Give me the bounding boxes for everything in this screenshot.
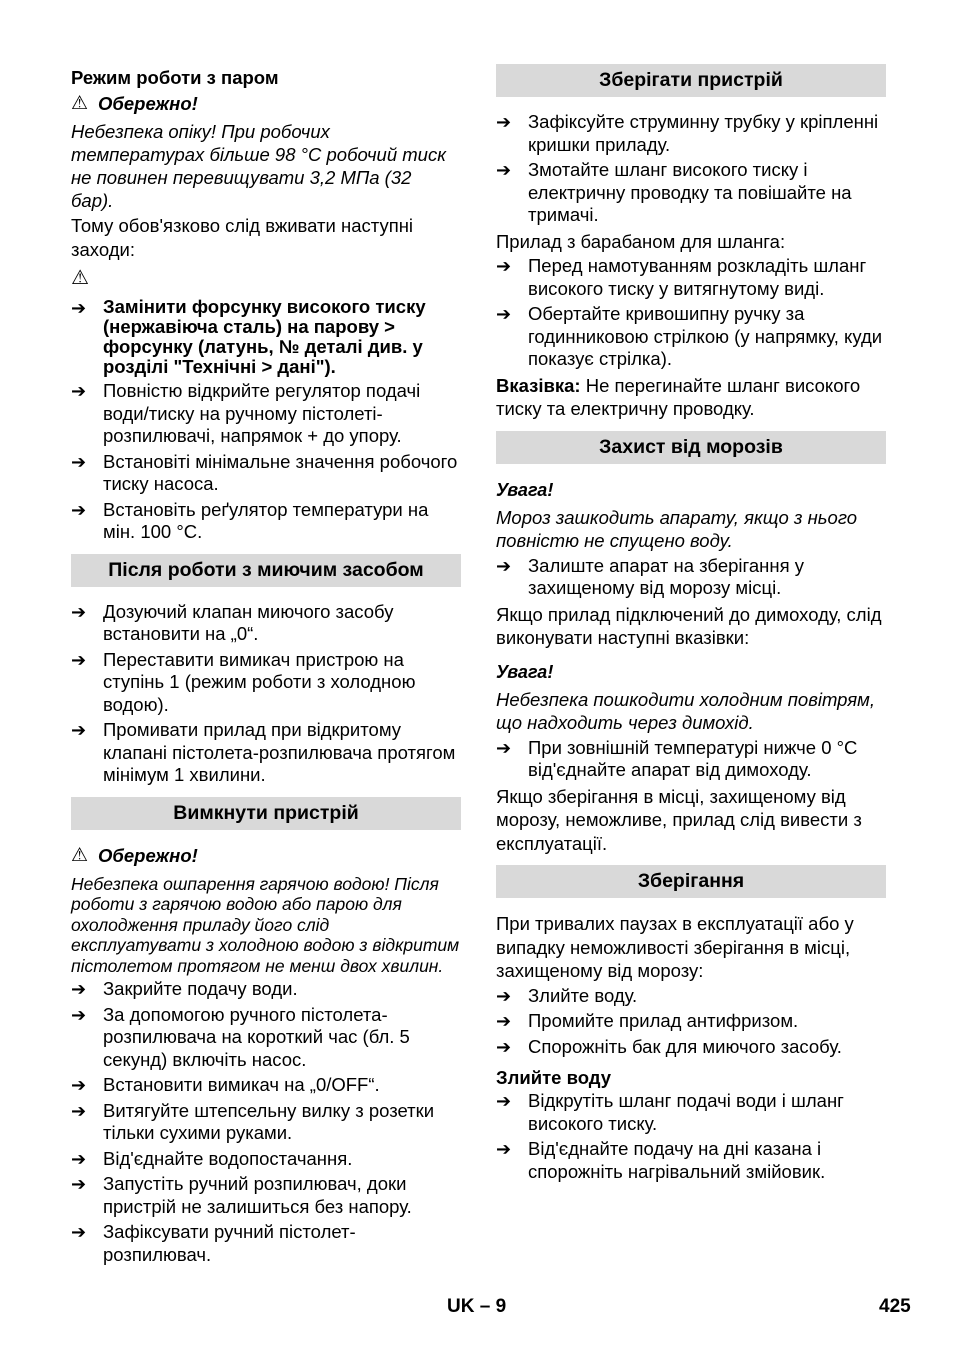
arrow-right-icon: ➔ [71, 1174, 87, 1194]
step-item [71, 1148, 461, 1171]
step-item [71, 978, 461, 1001]
arrow-right-icon: ➔ [71, 451, 87, 472]
right-column [496, 62, 886, 1186]
step-text: Від'єднайте подачу на дні казана і спорожніть нагрівальний змійовик. [528, 1138, 826, 1182]
step-text: Встановіть реґулятор температури на мін. 100 °C. [103, 498, 429, 542]
step-text: Спорожніть бак для миючого засобу. [528, 1035, 842, 1057]
step-item [496, 737, 886, 782]
step-item [71, 499, 461, 544]
arrow-right-icon: ➔ [71, 1222, 87, 1242]
arrow-right-icon: ➔ [496, 737, 512, 758]
drum-text: Прилад з барабаном для шланга: [496, 230, 786, 252]
arrow-right-icon: ➔ [496, 1091, 512, 1111]
arrow-right-icon: ➔ [71, 298, 87, 318]
step-item [71, 1004, 461, 1072]
steam-mode-heading: Режим роботи з паром [71, 67, 279, 88]
step-item [496, 111, 886, 156]
arrow-right-icon: ➔ [496, 112, 512, 132]
arrow-right-icon: ➔ [496, 304, 512, 324]
arrow-right-icon: ➔ [496, 1036, 512, 1057]
step-text: Перед намотуванням розкладіть шланг високого тиску у витягнутому виді. [528, 255, 867, 299]
step-text: Витягуйте штепсельну вилку з розетки тільки сухими руками. [103, 1099, 435, 1143]
step-text: Злийте воду. [528, 984, 638, 1006]
note-label: Вказівка: [496, 374, 581, 396]
arrow-right-icon: ➔ [496, 1011, 512, 1031]
warning-triangle-icon: ⚠ [71, 844, 89, 866]
section-heading-frost: Захист від морозів [496, 431, 886, 464]
storage-intro: При тривалих паузах в експлуатації або у випадку неможливості зберігання в місці, захищеному від морозу: [496, 913, 854, 981]
step-item [71, 1074, 461, 1097]
step-text: Змотайте шланг високого тиску і електричну проводку та повішайте на тримачі. [528, 159, 852, 225]
section-heading-shutdown: Вимкнути пристрій [71, 797, 461, 830]
drum-steps-list [496, 255, 886, 371]
step-item [71, 649, 461, 717]
after-detergent-steps-list [71, 601, 461, 787]
attention-label: Увага! [496, 661, 554, 682]
step-item [71, 719, 461, 787]
caution-line [71, 92, 461, 116]
arrow-right-icon: ➔ [496, 985, 512, 1006]
step-text: За допомогою ручного пістолета-розпилювача на короткий час (бл. 5 секунд) включіть насос. [103, 1003, 410, 1070]
arrow-right-icon: ➔ [71, 649, 87, 670]
step-text: Встановіті мінімальне значення робочого тиску насоса. [103, 450, 458, 494]
step-text: Зафіксувати ручний пістолет-розпилювач. [103, 1221, 356, 1265]
step-text: Обертайте кривошипну ручку за годинниковою стрілкою (у напрямку, куди показує стрілка). [528, 303, 883, 369]
step-text: Дозуючий клапан миючого засобу встановити на „0“. [103, 600, 394, 644]
step-text: Встановити вимикач на „0/OFF“. [103, 1074, 380, 1095]
arrow-right-icon: ➔ [71, 601, 87, 622]
section-heading-after-detergent: Після роботи з миючим засобом [71, 554, 461, 587]
frost-steps-list [496, 737, 886, 782]
step-text: Повністю відкрийте регулятор подачі води/тиску на ручному пістолеті-розпилювачі, напрямок + до упору. [103, 380, 421, 446]
step-item [71, 1100, 461, 1145]
step-item [496, 255, 886, 300]
storage-steps-list [496, 985, 886, 1059]
arrow-right-icon: ➔ [71, 381, 87, 401]
step-text: Промивати прилад при відкритому клапані пістолета-розпилювача протягом мінімум 1 хвилини. [103, 719, 456, 785]
step-item [496, 1036, 886, 1059]
arrow-right-icon: ➔ [496, 555, 512, 576]
step-item [496, 159, 886, 227]
step-item [496, 985, 886, 1008]
caution-line [71, 844, 461, 868]
arrow-right-icon: ➔ [71, 979, 87, 999]
caution-text: Небезпека ошпарення гарячою водою! Після роботи з гарячою водою або парою для охолодження приладу його слід експлуатувати з холодною водою з відкритим пістолетом протягом не менш двох хвилин. [71, 873, 460, 976]
arrow-right-icon: ➔ [71, 720, 87, 740]
step-text: Промийте прилад антифризом. [528, 1010, 799, 1031]
decommission-text: Якщо зберігання в місці, захищеному від морозу, неможливе, прилад слід вивести з експлуатації. [496, 785, 862, 854]
steam-steps-list [71, 297, 461, 544]
note-text: Не перегинайте шланг високого тиску та електричну проводку. [496, 374, 861, 419]
step-item [496, 555, 886, 600]
section-heading-storage: Зберігання [496, 865, 886, 898]
caution-label: Обережно! [98, 844, 198, 866]
chimney-text: Якщо прилад підключений до димоходу, слід виконувати наступні вказівки: [496, 603, 882, 648]
section-heading-store-device: Зберігати пристрій [496, 64, 886, 97]
step-item [496, 1138, 886, 1183]
arrow-right-icon: ➔ [71, 1100, 87, 1121]
footer-page-number: 425 [879, 1296, 911, 1317]
attention-text: Мороз зашкодить апарату, якщо з нього повністю не спущено воду. [496, 506, 858, 551]
footer-language-page: UK – 9 [447, 1296, 507, 1317]
step-text: Відкрутіть шланг подачі води і шланг високого тиску. [528, 1090, 844, 1134]
store-steps-list [496, 111, 886, 227]
step-item [71, 297, 461, 377]
caution-text: Небезпека опіку! При робочих температурах більше 98 °C робочий тиск не повинен перевищувати 3,2 МПа (32 бар). [71, 121, 446, 211]
step-text: Закрийте подачу води. [103, 978, 298, 999]
attention-label: Увага! [496, 479, 554, 500]
arrow-right-icon: ➔ [71, 1148, 87, 1169]
step-text: Залиште апарат на зберігання у захищеному від морозу місці. [528, 554, 804, 598]
note [496, 374, 886, 421]
frost-steps-list [496, 555, 886, 600]
step-item [71, 380, 461, 448]
step-item [71, 1221, 461, 1266]
attention-text: Небезпека пошкодити холодним повітрям, що надходить через димохід. [496, 688, 875, 733]
left-column [71, 62, 461, 1269]
warning-triangle-icon: ⚠ [71, 93, 89, 114]
arrow-right-icon: ➔ [71, 1075, 87, 1095]
step-item [71, 601, 461, 646]
step-item [71, 451, 461, 496]
warning-triangle-icon: ⚠ [71, 267, 89, 289]
step-item [496, 303, 886, 371]
shutdown-steps-list [71, 978, 461, 1266]
arrow-right-icon: ➔ [496, 160, 512, 180]
arrow-right-icon: ➔ [71, 1004, 87, 1025]
step-text: Переставити вимикач пристрою на ступінь 1 (режим роботи з холодною водою). [103, 648, 416, 715]
drain-steps-list [496, 1090, 886, 1183]
step-text: Запустіть ручний розпилювач, доки пристрій не залишиться без напору. [103, 1173, 412, 1217]
therefore-text: Тому обов'язково слід вживати наступні заходи: [71, 215, 414, 260]
arrow-right-icon: ➔ [496, 1139, 512, 1159]
caution-label: Обережно! [98, 93, 198, 114]
step-item [496, 1090, 886, 1135]
arrow-right-icon: ➔ [496, 256, 512, 276]
step-item [71, 1173, 461, 1218]
step-text: Від'єднайте водопостачання. [103, 1147, 353, 1169]
step-item [496, 1010, 886, 1033]
step-text: При зовнішній температурі нижче 0 °C від'єднайте апарат від димоходу. [528, 736, 858, 780]
arrow-right-icon: ➔ [71, 499, 87, 520]
step-text: Замінити форсунку високого тиску (нержавіюча сталь) на парову > форсунку (латунь, № деталі див. у розділі "Технічні > дані"). [103, 296, 426, 377]
drain-heading: Злийте воду [496, 1067, 612, 1088]
step-text: Зафіксуйте струминну трубку у кріпленні кришки приладу. [528, 111, 879, 155]
